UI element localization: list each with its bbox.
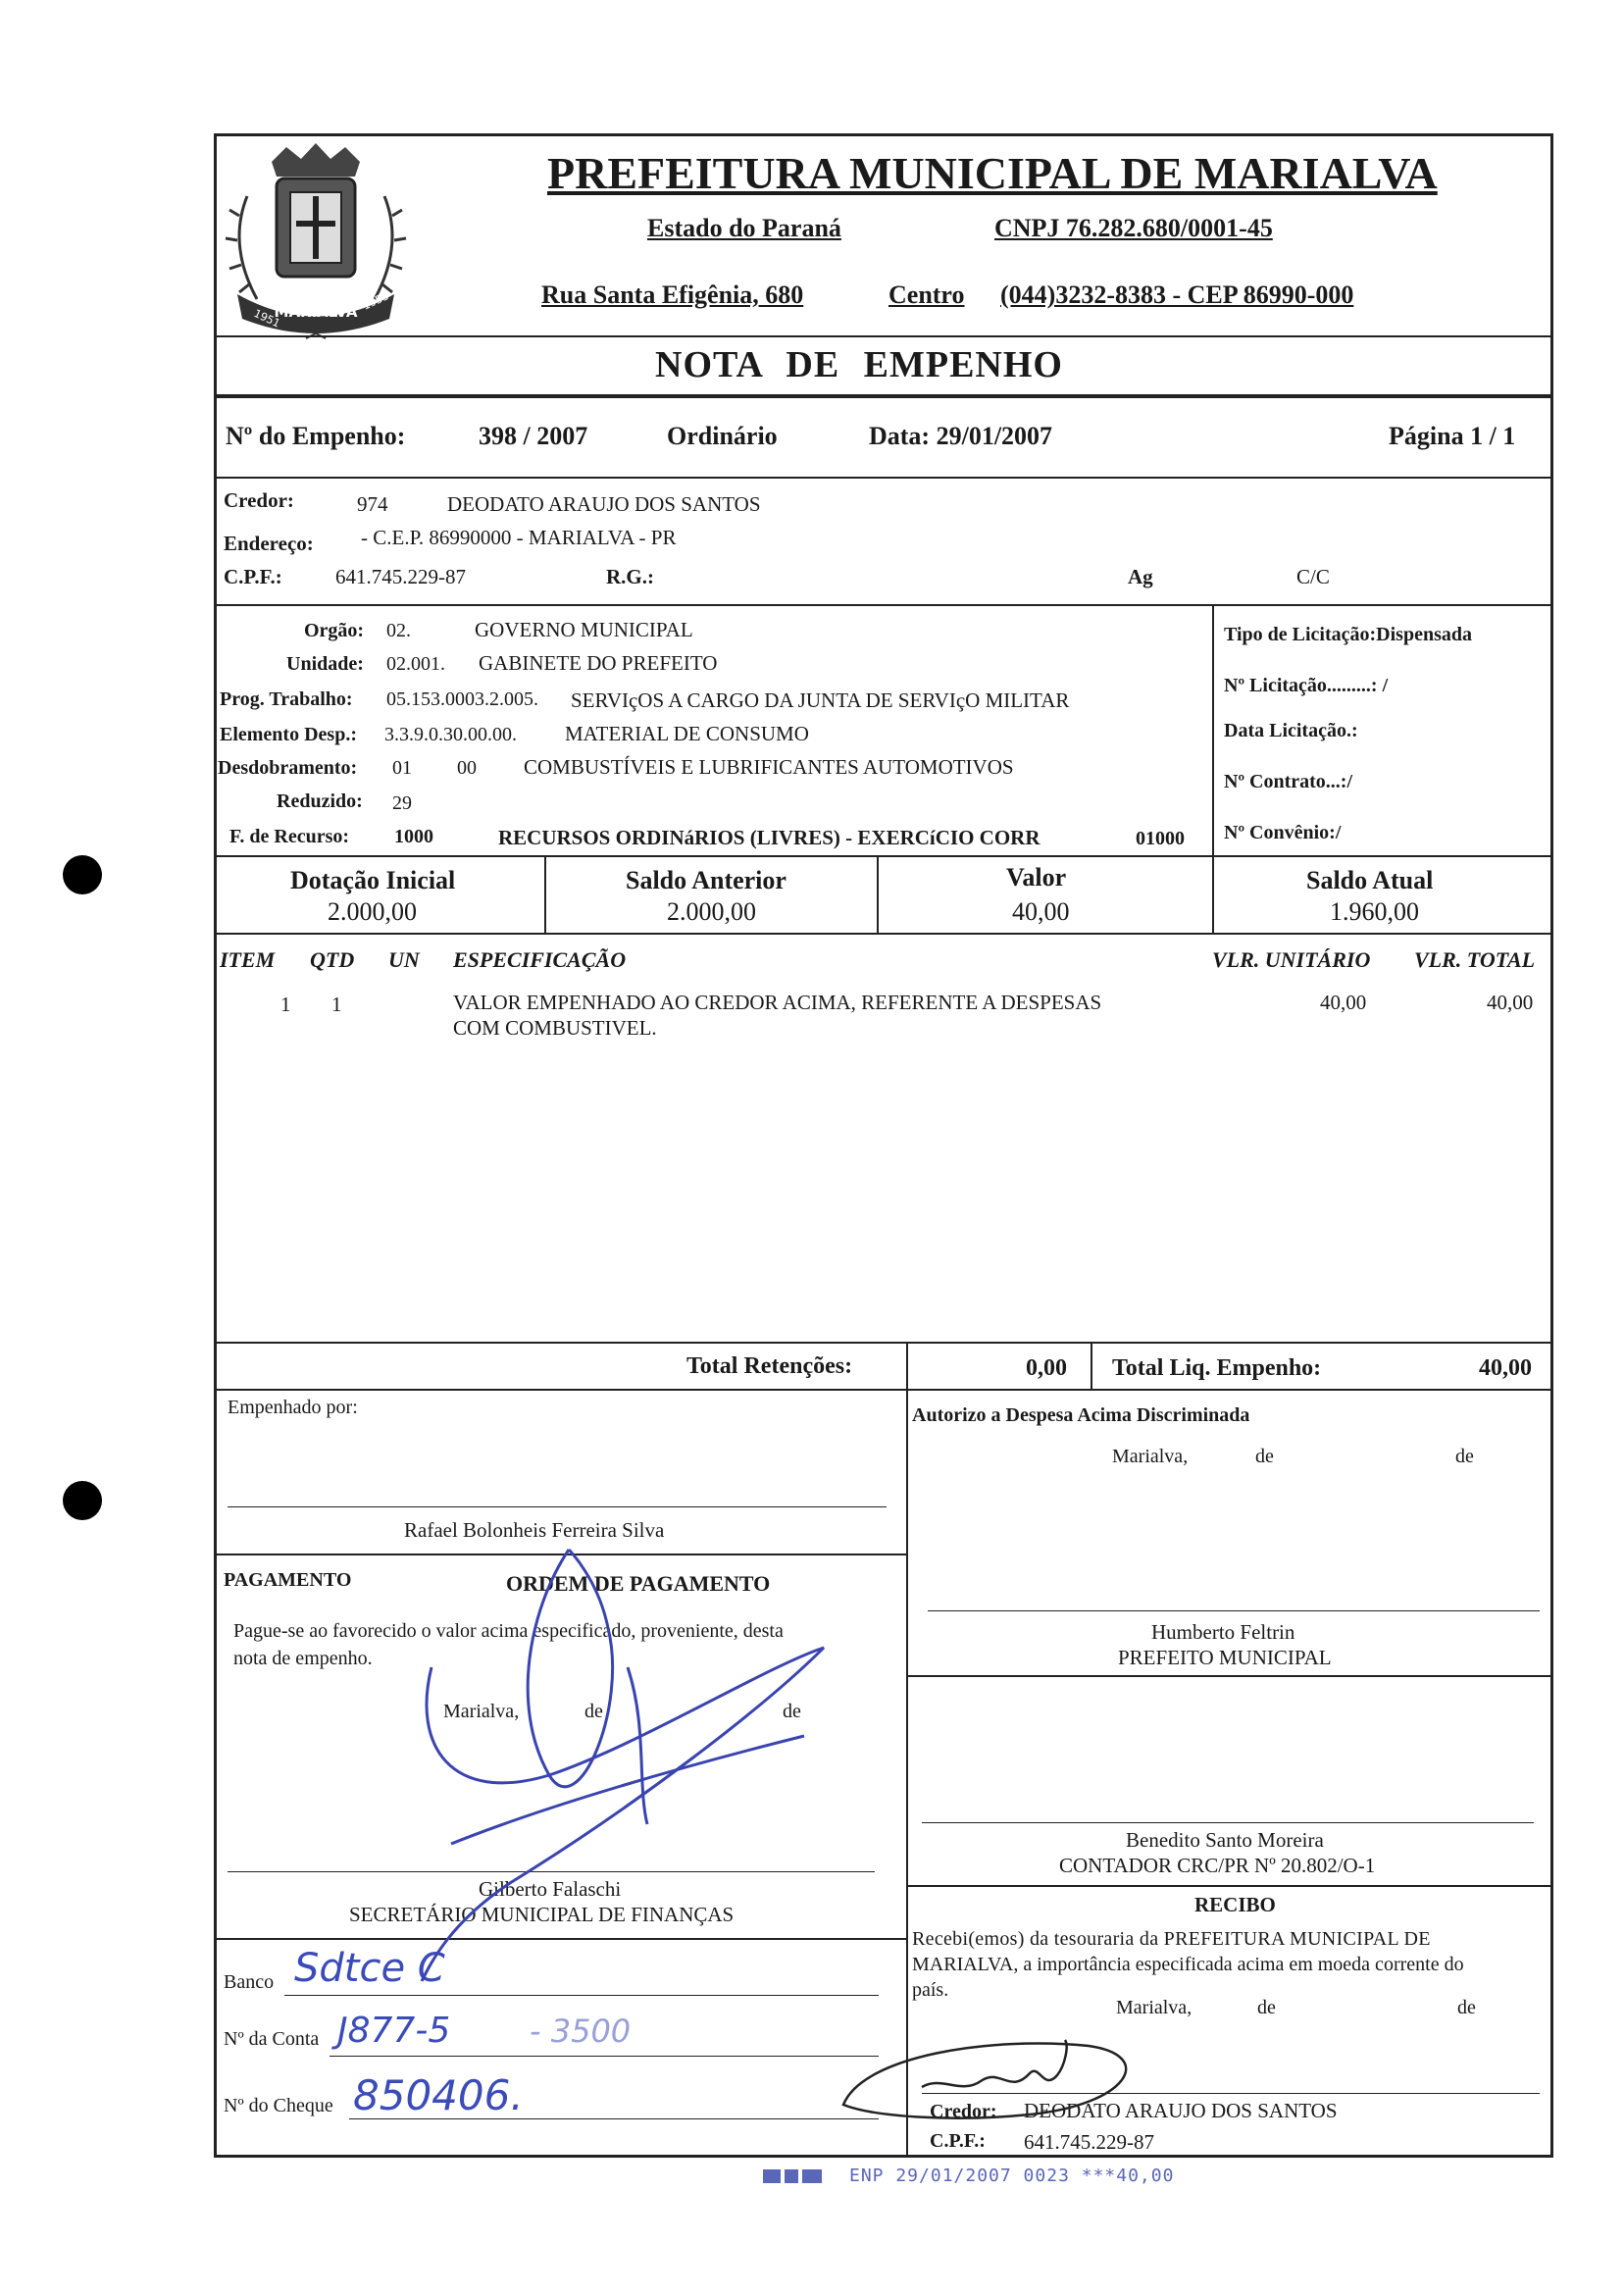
empenhado-nome: Rafael Bolonheis Ferreira Silva [404, 1518, 665, 1542]
total-retencoes-label: Total Retenções: [686, 1353, 853, 1379]
recibo-cpf-label: C.P.F.: [930, 2130, 986, 2152]
autorizo-local: Marialva, [1112, 1446, 1189, 1467]
col-qtd: QTD [310, 947, 355, 972]
empenho-numero-label: Nº do Empenho: [226, 422, 406, 450]
credor-cpf: 641.745.229-87 [335, 565, 466, 588]
item-vlr-unitario: 40,00 [1320, 991, 1367, 1014]
cheque-label: Nº do Cheque [224, 2095, 333, 2116]
recibo-de1: de [1257, 1997, 1276, 2018]
valor-label: Valor [1006, 863, 1067, 892]
item-espec-linha1: VALOR EMPENHADO AO CREDOR ACIMA, REFERENTE A DESPESAS [453, 991, 1102, 1014]
conta-extra: - 3500 [530, 2013, 632, 2050]
autorizo-de1: de [1255, 1446, 1274, 1467]
pagamento-texto2: nota de empenho. [233, 1648, 373, 1669]
punch-hole-bottom [63, 1481, 102, 1520]
municipal-seal-icon [218, 137, 414, 338]
saldo-atual-valor: 1.960,00 [1330, 897, 1419, 926]
dotacao-valor: 2.000,00 [328, 897, 417, 926]
conta-valor: J877-5 [337, 2011, 451, 2051]
recibo-de2: de [1457, 1997, 1476, 2018]
licitacao-data: Data Licitação.: [1224, 720, 1358, 741]
saldo-anterior-valor: 2.000,00 [667, 897, 756, 926]
ordem-pagamento-title: ORDEM DE PAGAMENTO [506, 1571, 771, 1596]
item-espec-linha2: COM COMBUSTIVEL. [453, 1016, 657, 1040]
cheque-valor: 850406. [353, 2071, 524, 2119]
orgao-label: Orgão: [304, 620, 365, 641]
fonte-nome: RECURSOS ORDINáRIOS (LIVRES) - EXERCíCIO CORR [498, 826, 1040, 849]
dotacao-label: Dotação Inicial [290, 866, 456, 894]
reduzido-label: Reduzido: [277, 790, 363, 812]
recibo-credor-label: Credor: [930, 2101, 997, 2122]
pagamento-de1: de [584, 1701, 603, 1722]
endereco-label: Endereço: [224, 532, 314, 555]
credor-signature [834, 2026, 1147, 2134]
col-item: ITEM [220, 947, 276, 972]
prog-label: Prog. Trabalho: [220, 688, 353, 710]
desdobramento-label: Desdobramento: [218, 757, 358, 779]
ag-label: Ag [1128, 565, 1153, 588]
licitacao-contrato: Nº Contrato...:/ [1224, 771, 1353, 792]
total-liq-valor: 40,00 [1479, 1355, 1532, 1381]
recibo-cpf: 641.745.229-87 [1024, 2130, 1154, 2154]
recibo-texto1: Recebi(emos) da tesouraria da PREFEITURA MUNICIPAL DE [912, 1928, 1431, 1950]
empenho-numero: 398 / 2007 [479, 422, 588, 450]
fonte-codigo: 1000 [394, 826, 433, 847]
empenho-tipo: Ordinário [667, 422, 778, 450]
orgao-nome: GOVERNO MUNICIPAL [475, 618, 693, 641]
secretario-nome: Gilberto Falaschi [479, 1877, 622, 1901]
cc-label: C/C [1296, 565, 1330, 588]
header-centro: Centro [888, 280, 965, 309]
stamp-mark-icon [761, 2166, 826, 2187]
page-title: PREFEITURA MUNICIPAL DE MARIALVA [547, 148, 1438, 198]
secretario-cargo: SECRETÁRIO MUNICIPAL DE FINANÇAS [349, 1903, 735, 1926]
licitacao-tipo: Tipo de Licitação:Dispensada [1224, 624, 1472, 645]
banco-valor: Sdtce C [294, 1946, 445, 1991]
saldo-atual-label: Saldo Atual [1306, 866, 1434, 894]
col-especificacao: ESPECIFICAÇÃO [453, 947, 627, 972]
header-address: Rua Santa Efigênia, 680 [541, 280, 804, 309]
punch-hole-top [63, 855, 102, 894]
item-qtd: 1 [331, 993, 342, 1016]
footer-stamp: ENP 29/01/2007 0023 ***40,00 [849, 2166, 1175, 2186]
item-numero: 1 [280, 993, 291, 1016]
empenho-data: Data: 29/01/2007 [869, 422, 1053, 450]
conta-label: Nº da Conta [224, 2028, 320, 2050]
header-phone-cep: (044)3232-8383 - CEP 86990-000 [1000, 280, 1354, 309]
desdobramento-codigo1: 01 [392, 757, 412, 779]
unidade-codigo: 02.001. [386, 653, 445, 675]
elemento-nome: MATERIAL DE CONSUMO [565, 722, 809, 745]
autorizo-de2: de [1455, 1446, 1474, 1467]
prog-nome: SERVIçOS A CARGO DA JUNTA DE SERVIçO MILITAR [571, 688, 1070, 712]
credor-endereco: - C.E.P. 86990000 - MARIALVA - PR [361, 526, 677, 549]
elemento-label: Elemento Desp.: [220, 724, 357, 745]
pagamento-label: PAGAMENTO [224, 1569, 352, 1591]
total-retencoes-valor: 0,00 [1026, 1355, 1067, 1381]
desdobramento-codigo2: 00 [457, 757, 477, 779]
banco-label: Banco [224, 1971, 275, 1993]
credor-label: Credor: [224, 488, 294, 512]
item-vlr-total: 40,00 [1487, 991, 1534, 1014]
desdobramento-nome: COMBUSTÍVEIS E LUBRIFICANTES AUTOMOTIVOS [524, 755, 1014, 779]
licitacao-numero: Nº Licitação.........: / [1224, 675, 1389, 696]
recibo-label: RECIBO [1194, 1893, 1276, 1916]
licitacao-convenio: Nº Convênio:/ [1224, 822, 1342, 843]
credor-codigo: 974 [357, 492, 388, 516]
recibo-credor: DEODATO ARAUJO DOS SANTOS [1024, 2099, 1338, 2122]
prog-codigo: 05.153.0003.2.005. [386, 688, 538, 710]
recibo-local: Marialva, [1116, 1997, 1193, 2018]
contador-nome: Benedito Santo Moreira [1126, 1828, 1324, 1852]
empenhado-label: Empenhado por: [228, 1397, 358, 1418]
cpf-label: C.P.F.: [224, 565, 282, 588]
empenho-pagina: Página 1 / 1 [1389, 422, 1516, 450]
contador-cargo: CONTADOR CRC/PR Nº 20.802/O-1 [1059, 1854, 1376, 1877]
orgao-codigo: 02. [386, 620, 411, 641]
unidade-nome: GABINETE DO PREFEITO [479, 651, 718, 675]
doc-title: NOTA DE EMPENHO [655, 344, 1063, 385]
svg-text:MARIALVA: MARIALVA [274, 303, 358, 321]
col-vlr-total: VLR. TOTAL [1414, 947, 1536, 972]
credor-nome: DEODATO ARAUJO DOS SANTOS [447, 492, 761, 516]
secretario-signature [392, 1550, 863, 1981]
elemento-codigo: 3.3.9.0.30.00.00. [384, 724, 517, 745]
recibo-texto2: MARIALVA, a importância especificada acima em moeda corrente do [912, 1954, 1464, 1975]
rg-label: R.G.: [606, 565, 654, 588]
fonte-label: F. de Recurso: [229, 826, 350, 847]
unidade-label: Unidade: [286, 653, 364, 675]
pagamento-local: Marialva, [443, 1701, 520, 1722]
prefeito-nome: Humberto Feltrin [1151, 1620, 1295, 1644]
autorizo-label: Autorizo a Despesa Acima Discriminada [912, 1404, 1250, 1426]
fonte-codigo2: 01000 [1136, 828, 1185, 849]
pagamento-de2: de [783, 1701, 801, 1722]
svg-text:1951: 1951 [251, 306, 282, 331]
header-cnpj: CNPJ 76.282.680/0001-45 [994, 214, 1273, 242]
pagamento-texto1: Pague-se ao favorecido o valor acima especificado, proveniente, desta [233, 1620, 784, 1642]
saldo-anterior-label: Saldo Anterior [626, 866, 787, 894]
prefeito-cargo: PREFEITO MUNICIPAL [1118, 1646, 1332, 1669]
header-estado: Estado do Paraná [647, 214, 841, 242]
col-vlr-unitario: VLR. UNITÁRIO [1212, 947, 1371, 972]
valor-valor: 40,00 [1012, 897, 1070, 926]
col-un: UN [388, 947, 420, 972]
recibo-texto3: país. [912, 1979, 949, 2001]
total-liq-label: Total Liq. Empenho: [1112, 1355, 1322, 1381]
reduzido-valor: 29 [392, 792, 412, 814]
svg-text:1953: 1953 [360, 289, 391, 313]
